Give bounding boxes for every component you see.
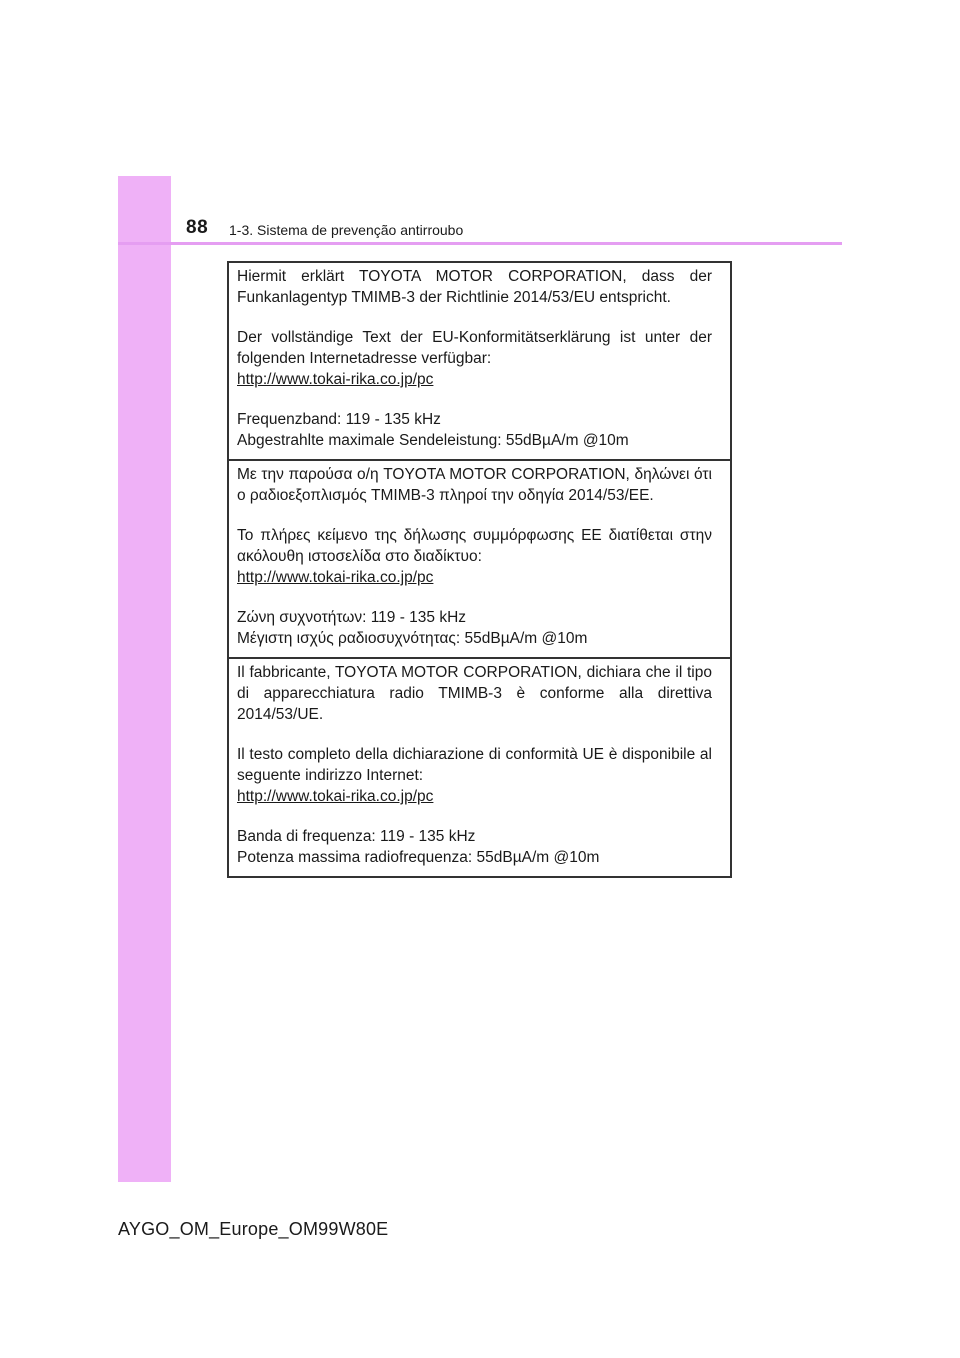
notice-greek bbox=[229, 459, 730, 657]
header-rule bbox=[118, 242, 842, 245]
availability-text: Il testo completo della dichiarazione di conformità UE è disponibile al seguente indirizzo Internet: bbox=[237, 746, 712, 784]
declaration-link[interactable]: http://www.tokai-rika.co.jp/pc bbox=[237, 371, 434, 388]
declaration-text: Il fabbricante, TOYOTA MOTOR CORPORATION, dichiara che il tipo di apparecchiatura radio TMIMB-3 è conforme alla direttiva 2014/53/UE. bbox=[237, 664, 712, 723]
section-title: 1-3. Sistema de prevenção antirroubo bbox=[229, 222, 464, 238]
frequency-band-text: Banda di frequenza: 119 - 135 kHz bbox=[237, 828, 476, 845]
frequency-band-text: Frequenzband: 119 - 135 kHz bbox=[237, 411, 441, 428]
availability-paragraph bbox=[237, 525, 712, 588]
max-power-text: Potenza massima radiofrequenza: 55dBµA/m @10m bbox=[237, 849, 600, 866]
conformity-notice-table bbox=[227, 261, 732, 878]
declaration-text: Hiermit erklärt TOYOTA MOTOR CORPORATION, dass der Funkanlagentyp TMIMB-3 der Richtlinie 2014/53/EU entspricht. bbox=[237, 268, 712, 306]
max-power-text: Μέγιστη ισχύς ραδιοσυχνότητας: 55dBµA/m @10m bbox=[237, 630, 588, 647]
availability-paragraph bbox=[237, 327, 712, 390]
declaration-text: Με την παρούσα ο/η TOYOTA MOTOR CORPORATION, δηλώνει ότι ο ραδιοεξοπλισμός TMIMB-3 πληροί την οδηγία 2014/53/ΕΕ. bbox=[237, 466, 712, 504]
page-number: 88 bbox=[186, 217, 209, 238]
notice-german bbox=[229, 263, 730, 459]
notice-italian bbox=[229, 657, 730, 876]
max-power-text: Abgestrahlte maximale Sendeleistung: 55dBµA/m @10m bbox=[237, 432, 629, 449]
radio-specs bbox=[237, 826, 712, 868]
frequency-band-text: Ζώνη συχνοτήτων: 119 - 135 kHz bbox=[237, 609, 467, 626]
document-code: AYGO_OM_Europe_OM99W80E bbox=[118, 1219, 389, 1239]
declaration-link[interactable]: http://www.tokai-rika.co.jp/pc bbox=[237, 788, 434, 805]
radio-specs bbox=[237, 409, 712, 451]
radio-specs bbox=[237, 607, 712, 649]
declaration-link[interactable]: http://www.tokai-rika.co.jp/pc bbox=[237, 569, 434, 586]
availability-text: Der vollständige Text der EU-Konformitätserklärung ist unter der folgenden Internetadresse verfügbar: bbox=[237, 329, 712, 367]
availability-text: Το πλήρες κείμενο της δήλωσης συμμόρφωσης ΕΕ διατίθεται στην ακόλουθη ιστοσελίδα στο διαδίκτυο: bbox=[237, 527, 712, 565]
sidebar-color-band bbox=[118, 176, 171, 1182]
availability-paragraph bbox=[237, 744, 712, 807]
